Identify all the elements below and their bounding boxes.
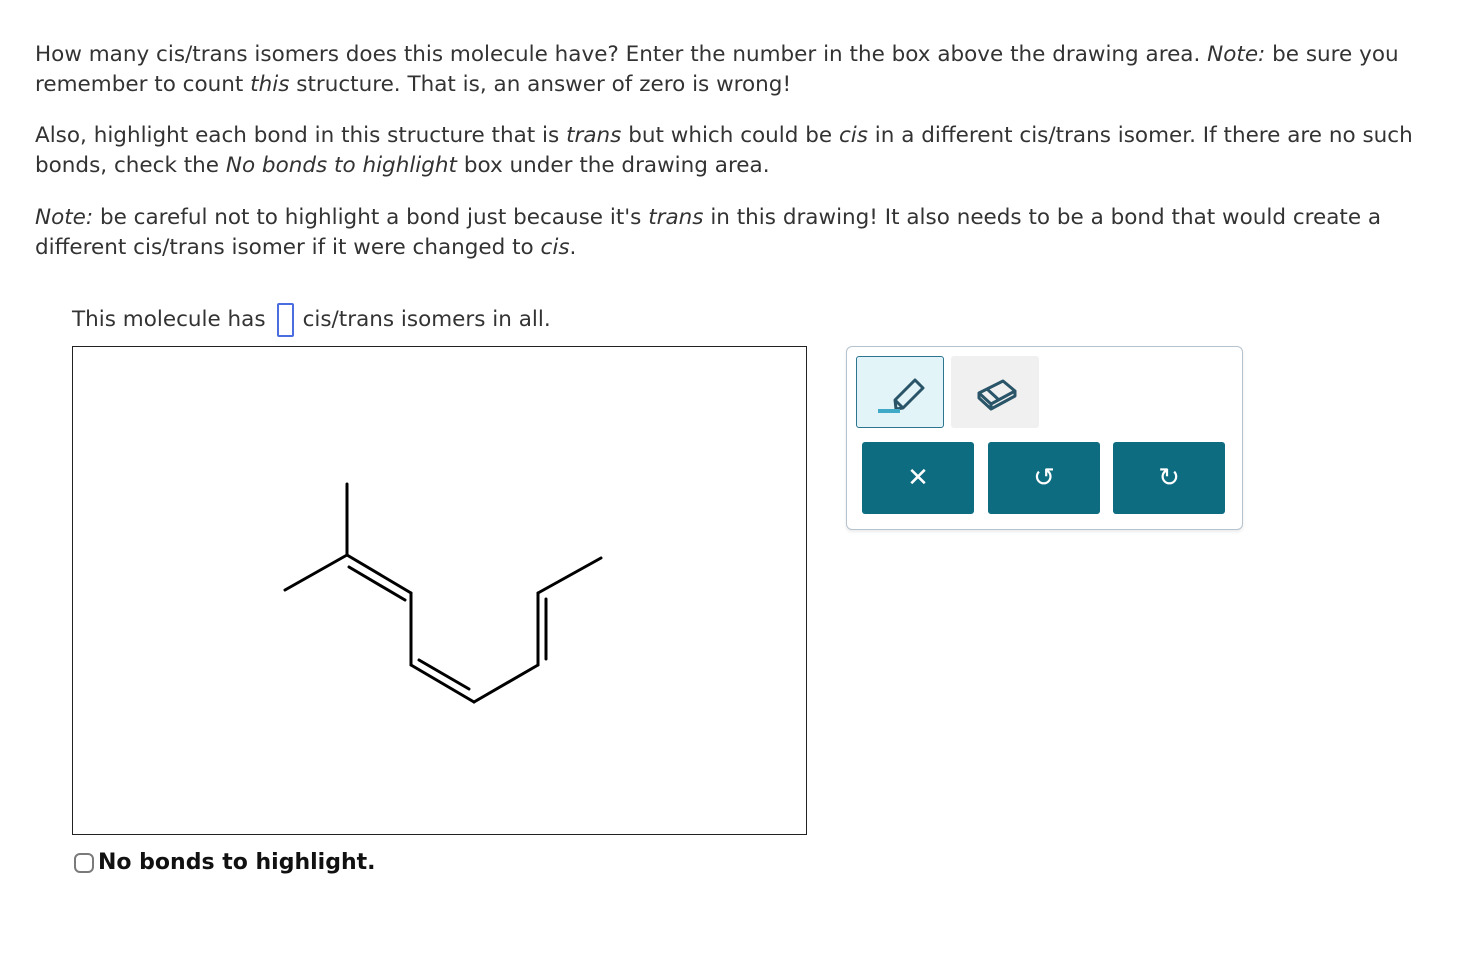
eraser-tool-button[interactable] [951, 356, 1039, 428]
question-text-segment: No bonds to highlight [225, 153, 457, 178]
question-text-segment: How many cis/trans isomers does this molecule have? Enter the number in the box above the drawing area. [35, 42, 1208, 67]
answer-sentence [72, 303, 551, 337]
eraser-icon [965, 367, 1025, 417]
question-text-segment: Note: [1207, 42, 1266, 67]
redo-button[interactable] [1113, 442, 1225, 514]
bond-double-1[interactable] [347, 555, 411, 593]
question-paragraph-1 [35, 40, 1460, 100]
question-text-segment: in this drawing! It also needs to be a bond that would create a different cis/trans isomer if it were changed to [35, 205, 1382, 260]
question-text-segment: trans [648, 205, 704, 230]
clear-button[interactable] [862, 442, 974, 514]
question-text-segment: this [250, 72, 290, 97]
question-text-segment: structure. That is, an answer of zero is wrong! [289, 72, 792, 97]
no-bonds-checkbox[interactable] [74, 853, 94, 873]
question-text-segment: in a different cis/trans isomer. If there are no such bonds, check the [35, 123, 1413, 178]
isomer-count-input[interactable] [277, 303, 294, 337]
question-text-segment: trans [566, 123, 622, 148]
answer-prefix: This molecule has [72, 307, 266, 332]
bond-double-3[interactable] [411, 665, 474, 702]
question-paragraph-3 [35, 203, 1460, 263]
highlighter-icon [870, 367, 930, 417]
toolbox [846, 346, 1243, 530]
bond-methyl-left[interactable] [285, 555, 347, 590]
drawing-area[interactable] [72, 346, 807, 835]
question-text-segment: . [569, 235, 577, 260]
question-text-segment: cis [838, 123, 868, 148]
question-text-segment: Note: [35, 205, 94, 230]
question-paragraph-2 [35, 121, 1460, 181]
bond-single-4[interactable] [474, 665, 538, 702]
highlighter-tool-button[interactable] [856, 356, 944, 428]
no-bonds-option[interactable] [74, 850, 375, 875]
question-text-segment: be sure you remember to count [35, 42, 1399, 97]
bond-ethyl-end[interactable] [538, 558, 601, 593]
question-text-segment: be careful not to highlight a bond just because it's [93, 205, 649, 230]
question-text-segment: cis [540, 235, 570, 260]
question-text-segment: Also, highlight each bond in this structure that is [35, 123, 567, 148]
answer-suffix: cis/trans isomers in all. [302, 307, 551, 332]
question-text-segment: but which could be [621, 123, 839, 148]
redo-icon: ↻ [1158, 463, 1180, 493]
close-icon: ✕ [907, 463, 929, 493]
no-bonds-label: No bonds to highlight. [98, 850, 376, 875]
undo-icon: ↺ [1033, 463, 1055, 493]
question-text-segment: box under the drawing area. [456, 153, 770, 178]
undo-button[interactable] [988, 442, 1100, 514]
molecule-drawing [73, 347, 808, 836]
